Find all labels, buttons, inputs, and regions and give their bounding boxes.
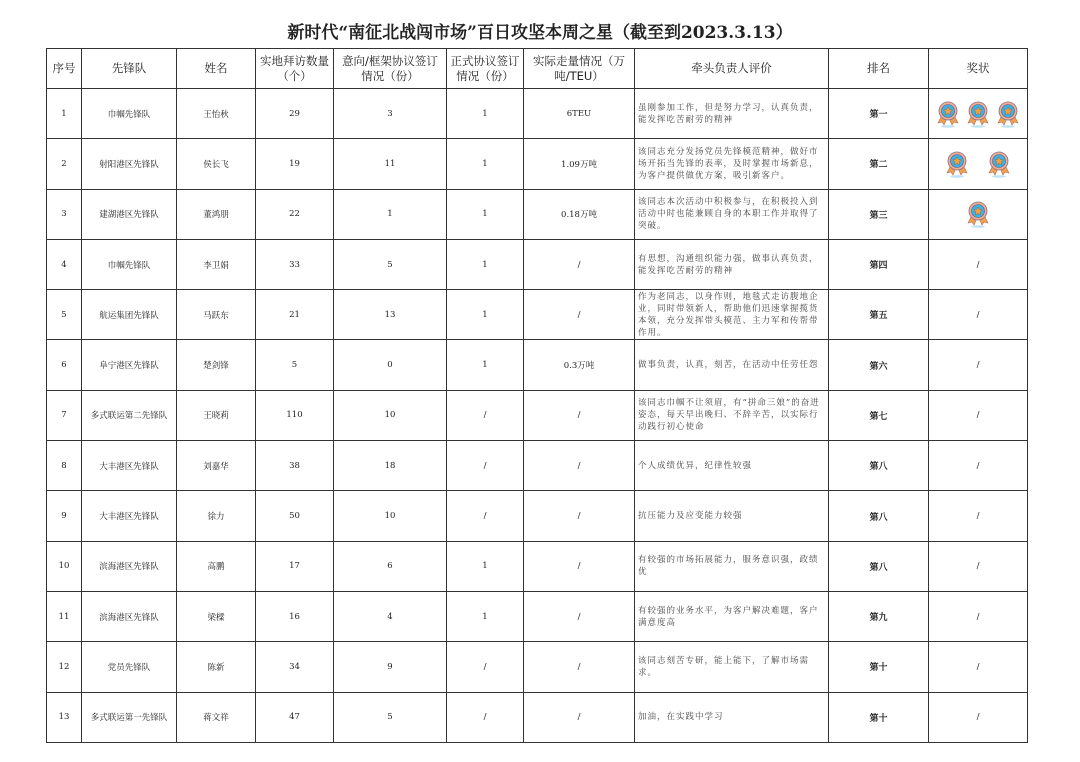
- cell-volume: /: [524, 239, 635, 289]
- table-row: [47, 189, 1028, 239]
- cell-volume: /: [524, 441, 635, 491]
- cell-intent: 6: [334, 541, 447, 591]
- medal-icon: [935, 100, 961, 128]
- cell-volume: /: [524, 390, 635, 440]
- cell-index: 11: [47, 591, 82, 641]
- cell-rank: 第一: [829, 89, 929, 139]
- cell-formal: /: [447, 642, 524, 692]
- no-award-text: /: [976, 410, 980, 421]
- cell-visits: 17: [256, 541, 334, 591]
- cell-rank: 第二: [829, 139, 929, 189]
- cell-visits: 21: [256, 290, 334, 340]
- cell-index: 6: [47, 340, 82, 390]
- header-col-index: 序号: [47, 49, 82, 89]
- medal-icon: [965, 200, 991, 228]
- cell-intent: 13: [334, 290, 447, 340]
- cell-index: 13: [47, 692, 82, 742]
- cell-volume: /: [524, 692, 635, 742]
- cell-award: [929, 591, 1028, 641]
- cell-name: 蒋文祥: [177, 692, 256, 742]
- cell-visits: 5: [256, 340, 334, 390]
- table-row: [47, 390, 1028, 440]
- cell-visits: 33: [256, 239, 334, 289]
- table-row: [47, 642, 1028, 692]
- cell-rank: 第八: [829, 441, 929, 491]
- cell-index: 10: [47, 541, 82, 591]
- cell-rank: 第五: [829, 290, 929, 340]
- cell-name: 高鹏: [177, 541, 256, 591]
- table-row: [47, 441, 1028, 491]
- cell-formal: /: [447, 491, 524, 541]
- cell-award: [929, 390, 1028, 440]
- table-row: [47, 139, 1028, 189]
- cell-formal: 1: [447, 189, 524, 239]
- cell-evaluation: 该同志充分发扬党员先锋模范精神，做好市场开拓当先锋的表率，及时掌握市场新息，为客户提供做优方案，吸引新客户。: [635, 139, 829, 189]
- cell-rank: 第八: [829, 541, 929, 591]
- cell-formal: /: [447, 692, 524, 742]
- cell-intent: 0: [334, 340, 447, 390]
- cell-evaluation: 个人成绩优异，纪律性较强: [635, 441, 829, 491]
- cell-index: 4: [47, 239, 82, 289]
- header-col-formal: 正式协议签订情况（份）: [447, 49, 524, 89]
- cell-formal: 1: [447, 290, 524, 340]
- cell-visits: 34: [256, 642, 334, 692]
- cell-award: [929, 239, 1028, 289]
- cell-rank: 第六: [829, 340, 929, 390]
- table-row: [47, 89, 1028, 139]
- cell-award: [929, 89, 1028, 139]
- cell-name: 侯长飞: [177, 139, 256, 189]
- cell-volume: 6TEU: [524, 89, 635, 139]
- cell-intent: 5: [334, 239, 447, 289]
- cell-rank: 第八: [829, 491, 929, 541]
- cell-visits: 22: [256, 189, 334, 239]
- cell-rank: 第四: [829, 239, 929, 289]
- cell-team: 多式联运第二先锋队: [82, 390, 177, 440]
- cell-team: 巾帼先锋队: [82, 89, 177, 139]
- no-award-text: /: [976, 712, 980, 723]
- no-award-text: /: [976, 611, 980, 622]
- cell-name: 马跃东: [177, 290, 256, 340]
- cell-team: 航运集团先锋队: [82, 290, 177, 340]
- cell-evaluation: 抗压能力及应变能力较强: [635, 491, 829, 541]
- cell-intent: 5: [334, 692, 447, 742]
- cell-award: [929, 340, 1028, 390]
- header-col-rank: 排名: [829, 49, 929, 89]
- cell-formal: 1: [447, 541, 524, 591]
- header-col-intent: 意向/框架协议签订情况（份）: [334, 49, 447, 89]
- cell-evaluation: 该同志巾帼不让须眉，有“拼命三娘”的奋进姿态，每天早出晚归、不辞辛苦，以实际行动践行初心使命: [635, 390, 829, 440]
- header-col-visits: 实地拜访数量（个）: [256, 49, 334, 89]
- header-col-evaluation: 牵头负责人评价: [635, 49, 829, 89]
- cell-evaluation: 该同志刻苦专研，能上能下，了解市场需求。: [635, 642, 829, 692]
- cell-intent: 18: [334, 441, 447, 491]
- cell-formal: 1: [447, 591, 524, 641]
- table-row: [47, 541, 1028, 591]
- cell-name: 李卫娟: [177, 239, 256, 289]
- medal-icon: [995, 100, 1021, 128]
- header-col-volume: 实际走量情况（万吨/TEU）: [524, 49, 635, 89]
- cell-name: 董鸿朋: [177, 189, 256, 239]
- cell-intent: 3: [334, 89, 447, 139]
- cell-team: 大丰港区先锋队: [82, 441, 177, 491]
- no-award-text: /: [976, 661, 980, 672]
- cell-award: [929, 692, 1028, 742]
- cell-visits: 38: [256, 441, 334, 491]
- cell-index: 1: [47, 89, 82, 139]
- cell-team: 巾帼先锋队: [82, 239, 177, 289]
- no-award-text: /: [976, 561, 980, 572]
- cell-name: 梁樑: [177, 591, 256, 641]
- cell-award: [929, 139, 1028, 189]
- cell-award: [929, 441, 1028, 491]
- cell-visits: 19: [256, 139, 334, 189]
- cell-name: 徐力: [177, 491, 256, 541]
- no-award-text: /: [976, 360, 980, 371]
- cell-award: [929, 541, 1028, 591]
- table-row: [47, 239, 1028, 289]
- cell-award: [929, 189, 1028, 239]
- cell-formal: /: [447, 441, 524, 491]
- cell-evaluation: 做事负责，认真，刻苦，在活动中任劳任怨: [635, 340, 829, 390]
- cell-volume: /: [524, 491, 635, 541]
- header-col-name: 姓名: [177, 49, 256, 89]
- cell-intent: 9: [334, 642, 447, 692]
- cell-visits: 29: [256, 89, 334, 139]
- cell-rank: 第九: [829, 591, 929, 641]
- cell-team: 党员先锋队: [82, 642, 177, 692]
- cell-intent: 4: [334, 591, 447, 641]
- cell-index: 7: [47, 390, 82, 440]
- star-table: [46, 48, 1028, 743]
- header-col-team: 先锋队: [82, 49, 177, 89]
- table-row: [47, 340, 1028, 390]
- cell-visits: 50: [256, 491, 334, 541]
- cell-visits: 47: [256, 692, 334, 742]
- cell-evaluation: 作为老同志，以身作则，地毯式走访腹地企业，同时带领新人，帮助他们迅速掌握揽货本领，充分发挥带头模范、主力军和传帮带作用。: [635, 290, 829, 340]
- no-award-text: /: [976, 511, 980, 522]
- cell-volume: 0.3万吨: [524, 340, 635, 390]
- cell-evaluation: 虽刚参加工作，但是努力学习，认真负责，能发挥吃苦耐劳的精神: [635, 89, 829, 139]
- cell-volume: 0.18万吨: [524, 189, 635, 239]
- table-row: [47, 491, 1028, 541]
- cell-index: 3: [47, 189, 82, 239]
- cell-formal: 1: [447, 139, 524, 189]
- cell-volume: /: [524, 290, 635, 340]
- cell-evaluation: 加油，在实践中学习: [635, 692, 829, 742]
- cell-evaluation: 有思想，沟通组织能力强，做事认真负责，能发挥吃苦耐劳的精神: [635, 239, 829, 289]
- cell-name: 陈新: [177, 642, 256, 692]
- cell-index: 2: [47, 139, 82, 189]
- cell-team: 射阳港区先锋队: [82, 139, 177, 189]
- cell-intent: 1: [334, 189, 447, 239]
- cell-team: 大丰港区先锋队: [82, 491, 177, 541]
- no-award-text: /: [976, 259, 980, 270]
- table-row: [47, 591, 1028, 641]
- cell-team: 建湖港区先锋队: [82, 189, 177, 239]
- cell-award: [929, 290, 1028, 340]
- cell-rank: 第七: [829, 390, 929, 440]
- cell-team: 滨海港区先锋队: [82, 591, 177, 641]
- cell-formal: 1: [447, 239, 524, 289]
- cell-volume: 1.09万吨: [524, 139, 635, 189]
- cell-name: 刘嘉华: [177, 441, 256, 491]
- cell-rank: 第十: [829, 692, 929, 742]
- cell-evaluation: 有较强的业务水平，为客户解决难题，客户满意度高: [635, 591, 829, 641]
- no-award-text: /: [976, 309, 980, 320]
- cell-index: 12: [47, 642, 82, 692]
- cell-award: [929, 642, 1028, 692]
- cell-evaluation: 有较强的市场拓展能力，服务意识强，政绩优: [635, 541, 829, 591]
- cell-intent: 10: [334, 491, 447, 541]
- cell-index: 5: [47, 290, 82, 340]
- cell-award: [929, 491, 1028, 541]
- medal-icon: [965, 100, 991, 128]
- no-award-text: /: [976, 460, 980, 471]
- page-title: 新时代“南征北战闯市场”百日攻坚本周之星（截至到2023.3.13）: [287, 23, 793, 43]
- cell-volume: /: [524, 642, 635, 692]
- table-row: [47, 290, 1028, 340]
- cell-intent: 10: [334, 390, 447, 440]
- cell-name: 楚剑锋: [177, 340, 256, 390]
- cell-rank: 第十: [829, 642, 929, 692]
- cell-team: 多式联运第一先锋队: [82, 692, 177, 742]
- cell-volume: /: [524, 591, 635, 641]
- cell-intent: 11: [334, 139, 447, 189]
- cell-visits: 16: [256, 591, 334, 641]
- cell-formal: 1: [447, 340, 524, 390]
- cell-index: 9: [47, 491, 82, 541]
- cell-team: 阜宁港区先锋队: [82, 340, 177, 390]
- medal-icon: [944, 150, 970, 178]
- cell-volume: /: [524, 541, 635, 591]
- table-row: [47, 692, 1028, 742]
- cell-name: 王怡秋: [177, 89, 256, 139]
- cell-index: 8: [47, 441, 82, 491]
- medal-icon: [986, 150, 1012, 178]
- cell-formal: 1: [447, 89, 524, 139]
- cell-visits: 110: [256, 390, 334, 440]
- cell-team: 滨海港区先锋队: [82, 541, 177, 591]
- cell-evaluation: 该同志本次活动中积极参与，在积极投入到活动中时也能兼顾自身的本职工作并取得了突破。: [635, 189, 829, 239]
- header-col-award: 奖状: [929, 49, 1028, 89]
- cell-formal: /: [447, 390, 524, 440]
- cell-rank: 第三: [829, 189, 929, 239]
- cell-name: 王晓莉: [177, 390, 256, 440]
